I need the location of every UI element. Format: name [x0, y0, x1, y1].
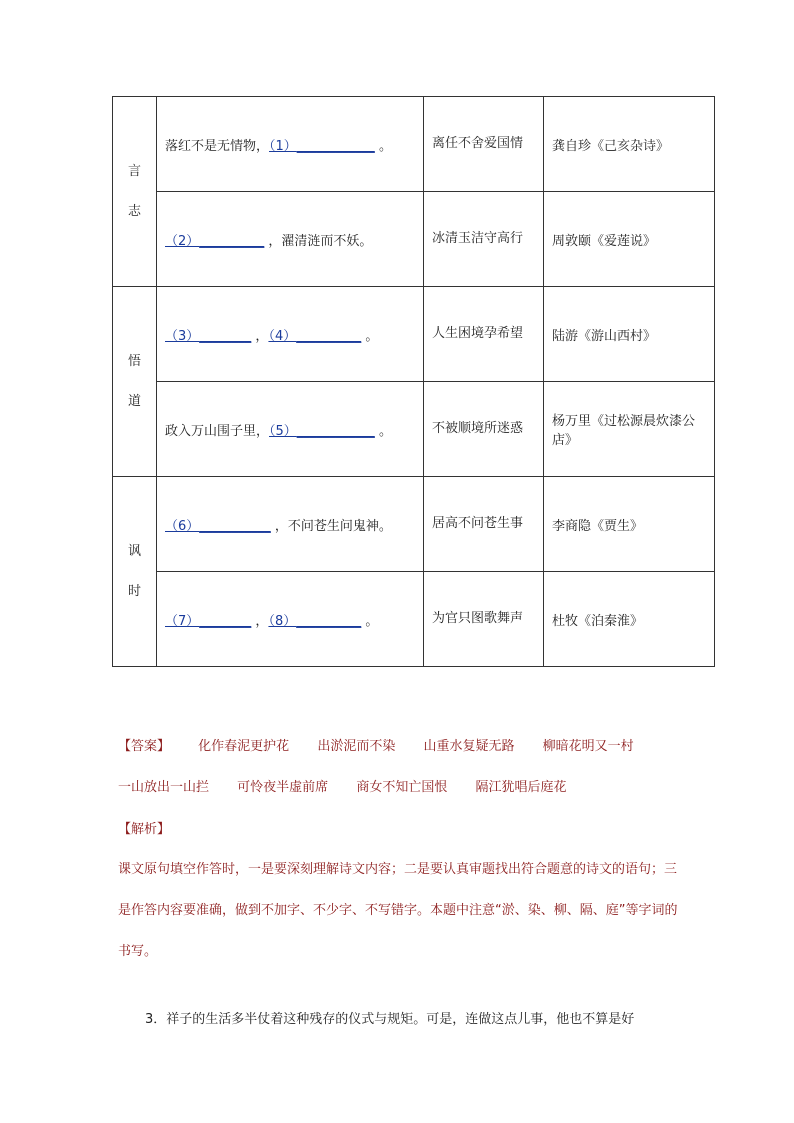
answer-line-1 — [118, 735, 658, 754]
line-text: 。 — [365, 613, 379, 629]
blank-label: （6） — [165, 518, 200, 534]
theme-text: 离任不舍爱国情 — [432, 136, 524, 151]
blank-label: （4） — [268, 328, 297, 344]
line-text: 。 — [378, 423, 392, 439]
question-3-text: 3．祥子的生活多半仗着这种残存的仪式与规矩。可是，连做这点儿事，他也不算是好 — [145, 1012, 635, 1027]
answer-item: 一山放出一山拦 — [118, 780, 210, 795]
category-char: 言 — [127, 163, 141, 179]
theme-text: 不被顺境所迷惑 — [432, 421, 524, 436]
category-cell — [113, 97, 157, 287]
answer-item: 可怜夜半虚前席 — [237, 780, 329, 795]
answer-item: 柳暗花明又一村 — [542, 739, 634, 754]
poem-line-cell: 落红不是无情物，（1）____________ 。 — [157, 97, 424, 192]
source-cell: 杨万里《过松源晨炊漆公店》 — [544, 382, 715, 477]
theme-cell — [424, 192, 544, 287]
source-cell: 杜牧《泊秦淮》 — [544, 572, 715, 667]
line-text: 。 — [365, 328, 379, 344]
poem-table — [112, 96, 715, 667]
table-row — [113, 192, 715, 287]
answer-item: 出淤泥而不染 — [317, 739, 396, 754]
line-text: 落红不是无情物， — [165, 138, 270, 154]
theme-cell — [424, 97, 544, 192]
answer-item: 山重水复疑无路 — [423, 739, 515, 754]
category-cell — [113, 477, 157, 667]
analysis-text: 课文原句填空作答时，一是要深刻理解诗文内容；二是要认真审题找出符合题意的诗文的语句；三是作答内容要准确，做到不加字、不少字、不写错字。本题中注意“淤、染、柳、隔、庭”等字词的书写。 — [118, 862, 678, 959]
blank-label: （7） — [165, 613, 200, 629]
table-row — [113, 382, 715, 477]
line-text: 政入万山围子里， — [165, 423, 270, 439]
category-char: 志 — [127, 203, 141, 219]
source-cell: 周敦颐《爱莲说》 — [544, 192, 715, 287]
answer-line-2 — [118, 776, 590, 795]
answer-label: 【答案】 — [118, 739, 171, 754]
category-char: 时 — [127, 583, 141, 599]
poem-line-cell: （3）________ ，（4）__________ 。 — [157, 287, 424, 382]
theme-cell — [424, 477, 544, 572]
blank-label: （8） — [268, 613, 297, 629]
theme-text: 人生困境孕希望 — [432, 326, 524, 341]
line-text: ，濯清涟而不妖。 — [268, 233, 373, 249]
theme-text: 居高不问苍生事 — [432, 516, 524, 531]
category-char: 道 — [127, 393, 141, 409]
table-row — [113, 97, 715, 192]
theme-text: 冰清玉洁守高行 — [432, 231, 524, 246]
answer-item: 隔江犹唱后庭花 — [475, 780, 567, 795]
source-cell: 李商隐《贾生》 — [544, 477, 715, 572]
poem-line-cell: （7）________ ，（8）__________ 。 — [157, 572, 424, 667]
answer-item: 化作春泥更护花 — [198, 739, 290, 754]
theme-text: 为官只图歌舞声 — [432, 611, 524, 626]
poem-line-cell: 政入万山围子里，（5）____________ 。 — [157, 382, 424, 477]
answer-item: 商女不知亡国恨 — [356, 780, 448, 795]
line-text: ，不问苍生问鬼神。 — [274, 518, 392, 534]
blank-label: （1） — [269, 138, 297, 154]
analysis-label: 【解析】 — [118, 822, 171, 837]
poem-line-cell: （6）___________ ，不问苍生问鬼神。 — [157, 477, 424, 572]
table-row — [113, 287, 715, 382]
blank-label: （2） — [165, 233, 200, 249]
category-char: 讽 — [127, 543, 141, 559]
poem-line-cell: （2）__________ ，濯清涟而不妖。 — [157, 192, 424, 287]
theme-cell — [424, 287, 544, 382]
line-text: 。 — [378, 138, 392, 154]
line-text: ， — [255, 613, 269, 629]
category-char: 悟 — [127, 353, 141, 369]
blank-label: （5） — [269, 423, 297, 439]
table-row — [113, 477, 715, 572]
table-row — [113, 572, 715, 667]
source-cell: 龚自珍《己亥杂诗》 — [544, 97, 715, 192]
source-cell: 陆游《游山西村》 — [544, 287, 715, 382]
category-cell — [113, 287, 157, 477]
blank-label: （3） — [165, 328, 200, 344]
line-text: ， — [255, 328, 269, 344]
theme-cell — [424, 572, 544, 667]
theme-cell — [424, 382, 544, 477]
